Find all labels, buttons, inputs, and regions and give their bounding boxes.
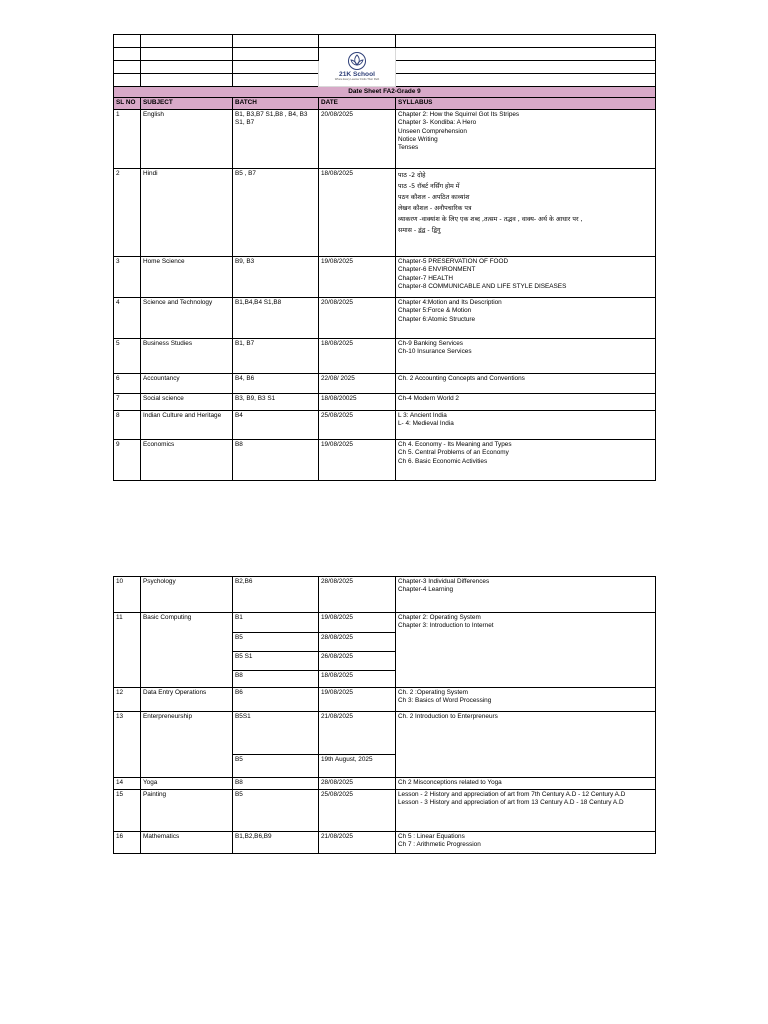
date: 19/08/2025	[319, 688, 396, 712]
batch: B8	[233, 671, 319, 688]
header-row	[114, 98, 656, 109]
date: 19/08/2025	[319, 439, 396, 480]
sl-no: 11	[114, 613, 141, 688]
table-row	[114, 297, 656, 338]
sl-no: 1	[114, 109, 141, 168]
batch: B5	[233, 755, 319, 778]
sl-no: 8	[114, 410, 141, 439]
table-row	[114, 373, 656, 393]
subject: Economics	[141, 439, 233, 480]
date: 28/08/2025	[319, 577, 396, 613]
syllabus	[396, 577, 656, 613]
syllabus-line: पाठ -2 दोहे	[398, 171, 426, 179]
batch: B9, B3	[233, 256, 319, 297]
sl-no: 13	[114, 712, 141, 778]
date: 28/08/2025	[319, 633, 396, 652]
date: 18/08/2025	[319, 671, 396, 688]
batch: B1,B4,B4 S1,B8	[233, 297, 319, 338]
table-row	[114, 577, 656, 613]
table-row	[114, 256, 656, 297]
syllabus-line: Ch 2 Misconceptions related to Yoga	[398, 779, 502, 786]
batch: B5	[233, 790, 319, 832]
batch: B1,B2,B6,B9	[233, 832, 319, 854]
syllabus-line: Ch 5. Central Problems of an Economy	[398, 449, 509, 457]
subject: Painting	[141, 790, 233, 832]
date: 19/08/2025	[319, 613, 396, 633]
subject: Accountancy	[141, 373, 233, 393]
syllabus	[396, 109, 656, 168]
batch: B6	[233, 688, 319, 712]
syllabus-line: लेखन कौशल - अनौपचारिक पत्र	[398, 204, 472, 212]
date: 18/08/20025	[319, 393, 396, 410]
syllabus-line: L 3: Ancient India	[398, 411, 447, 419]
syllabus-line: Ch. 2 Introduction to Enterpreneurs	[398, 713, 498, 720]
school-tagline: Where Every Learner Finds Their Path	[334, 77, 380, 81]
date: 20/08/2025	[319, 297, 396, 338]
syllabus-line: Chapter 5:Force & Motion	[398, 307, 472, 315]
syllabus-line: Ch 5 : Linear Equations	[398, 833, 465, 840]
batch: B8	[233, 778, 319, 790]
table-row	[114, 688, 656, 712]
syllabus	[396, 297, 656, 338]
syllabus-line: Chapter 2: Operating System	[398, 614, 481, 621]
syllabus	[396, 373, 656, 393]
date-sheet-table-2	[113, 576, 656, 854]
syllabus	[396, 778, 656, 790]
syllabus-line: Chapter-4 Learning	[398, 586, 454, 594]
subject: Hindi	[141, 168, 233, 256]
sl-no: 9	[114, 439, 141, 480]
sheet-title: Date Sheet FA2-Grade 9	[114, 87, 656, 98]
syllabus	[396, 832, 656, 854]
batch: B5	[233, 633, 319, 652]
header-date: DATE	[319, 98, 396, 109]
subject: Business Studies	[141, 338, 233, 373]
syllabus-line: Unseen Comprehension	[398, 127, 467, 135]
lotus-icon	[346, 51, 368, 71]
sl-no: 5	[114, 338, 141, 373]
syllabus	[396, 790, 656, 832]
syllabus-line: Chapter 6:Atomic Structure	[398, 315, 476, 323]
syllabus-line: समास - द्वंद्व - द्विगु	[398, 226, 441, 234]
syllabus	[396, 168, 656, 256]
syllabus-line: Ch. 2 :Operating System	[398, 689, 468, 696]
syllabus-line: Ch 6. Basic Economic Activities	[398, 457, 488, 465]
syllabus	[396, 393, 656, 410]
sl-no: 12	[114, 688, 141, 712]
batch: B1, B7	[233, 338, 319, 373]
date: 21/08/2025	[319, 712, 396, 755]
syllabus-line: Ch-9 Banking Services	[398, 339, 464, 347]
syllabus	[396, 712, 656, 778]
subject: Data Entry Operations	[141, 688, 233, 712]
subject: English	[141, 109, 233, 168]
syllabus-line: Chapter 2: How the Squirrel Got Its Stripes	[398, 110, 520, 118]
syllabus-line: Ch 3: Basics of Word Processing	[398, 697, 492, 705]
table-row	[114, 168, 656, 256]
date: 18/08/2025	[319, 338, 396, 373]
syllabus	[396, 256, 656, 297]
syllabus-line: Chapter-3 Individual Differences	[398, 578, 490, 585]
table-row	[114, 790, 656, 832]
batch: B1, B3,B7 S1,B8 , B4, B3 S1, B7	[233, 109, 319, 168]
table-row	[114, 778, 656, 790]
subject: Enterpreneurship	[141, 712, 233, 778]
batch: B2,B6	[233, 577, 319, 613]
logo-cell	[319, 48, 396, 87]
syllabus-line: Chapter 3- Kondiba: A Hero	[398, 119, 477, 127]
table-row	[114, 439, 656, 480]
syllabus-line: Chapter-5 PRESERVATION OF FOOD	[398, 257, 509, 265]
subject: Science and Technology	[141, 297, 233, 338]
sl-no: 14	[114, 778, 141, 790]
batch: B4, B6	[233, 373, 319, 393]
school-name: 21K School	[339, 70, 375, 78]
school-logo	[335, 51, 379, 81]
subject: Indian Culture and Heritage	[141, 410, 233, 439]
header-batch: BATCH	[233, 98, 319, 109]
date-sheet-table-1	[113, 34, 656, 481]
subject: Home Science	[141, 256, 233, 297]
subject: Yoga	[141, 778, 233, 790]
syllabus-line: Chapter-6 ENVIRONMENT	[398, 266, 476, 274]
syllabus-line: Chapter 3: Introduction to Internet	[398, 622, 494, 630]
syllabus-line: Chapter 4:Motion and Its Description	[398, 298, 502, 306]
syllabus-line: Chapter-7 HEALTH	[398, 274, 453, 282]
date: 28/08/2025	[319, 778, 396, 790]
syllabus-line: पाठ -5 रॉबर्ट नर्सिंग होम में	[398, 182, 460, 190]
date: 22/08/ 2025	[319, 373, 396, 393]
subject: Mathematics	[141, 832, 233, 854]
sl-no: 10	[114, 577, 141, 613]
batch: B5 S1	[233, 652, 319, 671]
table-row	[114, 832, 656, 854]
syllabus	[396, 338, 656, 373]
syllabus	[396, 688, 656, 712]
batch: B4	[233, 410, 319, 439]
batch: B5S1	[233, 712, 319, 755]
syllabus-line: Ch-4 Modern World 2	[398, 394, 459, 402]
syllabus	[396, 613, 656, 688]
date: 25/08/2025	[319, 790, 396, 832]
date: 25/08/2025	[319, 410, 396, 439]
sl-no: 7	[114, 393, 141, 410]
date: 20/08/2025	[319, 109, 396, 168]
sl-no: 15	[114, 790, 141, 832]
sl-no: 2	[114, 168, 141, 256]
syllabus-line: Lesson - 3 History and appreciation of art from 13 Century A.D - 18 Century A.D	[398, 799, 624, 807]
batch: B3, B9, B3 S1	[233, 393, 319, 410]
subject: Basic Computing	[141, 613, 233, 688]
syllabus-line: Notice Writing	[398, 136, 438, 144]
syllabus-line: Tenses	[398, 144, 419, 152]
syllabus-line: L- 4: Medieval India	[398, 420, 454, 428]
syllabus-line: पठन कौशल - अपठित काव्यांश	[398, 193, 470, 201]
table-row	[114, 109, 656, 168]
syllabus-line: Ch-10 Insurance Services	[398, 348, 472, 356]
syllabus-line: Ch. 2 Accounting Concepts and Conventions	[398, 374, 525, 382]
syllabus-line: Chapter-8 COMMUNICABLE AND LIFE STYLE DISEASES	[398, 283, 567, 291]
subject: Psychology	[141, 577, 233, 613]
sl-no: 16	[114, 832, 141, 854]
table-row	[114, 410, 656, 439]
sl-no: 6	[114, 373, 141, 393]
syllabus-line: व्याकरण -वाक्यांश के लिए एक शब्द ,तत्सम - तद्भव , वाक्य- अर्थ के आधार पर ,	[398, 215, 583, 223]
date: 18/08/2025	[319, 168, 396, 256]
header-subject: SUBJECT	[141, 98, 233, 109]
batch: B1	[233, 613, 319, 633]
header-syllabus: SYLLABUS	[396, 98, 656, 109]
sl-no: 3	[114, 256, 141, 297]
batch: B8	[233, 439, 319, 480]
date: 21/08/2025	[319, 832, 396, 854]
date: 19th August, 2025	[319, 755, 396, 778]
header-sl-no: SL NO	[114, 98, 141, 109]
table-row	[114, 712, 656, 755]
table-row	[114, 393, 656, 410]
syllabus-line: Ch 7 : Arithmetic Progression	[398, 841, 481, 849]
syllabus-line: Lesson - 2 History and appreciation of art from 7th Century A.D - 12 Century A.D	[398, 791, 626, 798]
syllabus	[396, 410, 656, 439]
subject: Social science	[141, 393, 233, 410]
batch: B5 , B7	[233, 168, 319, 256]
syllabus	[396, 439, 656, 480]
sl-no: 4	[114, 297, 141, 338]
syllabus-line: Ch 4. Economy - Its Meaning and Types	[398, 440, 512, 448]
date: 26/08/2025	[319, 652, 396, 671]
table-row	[114, 613, 656, 633]
date: 19/08/2025	[319, 256, 396, 297]
table-row	[114, 338, 656, 373]
